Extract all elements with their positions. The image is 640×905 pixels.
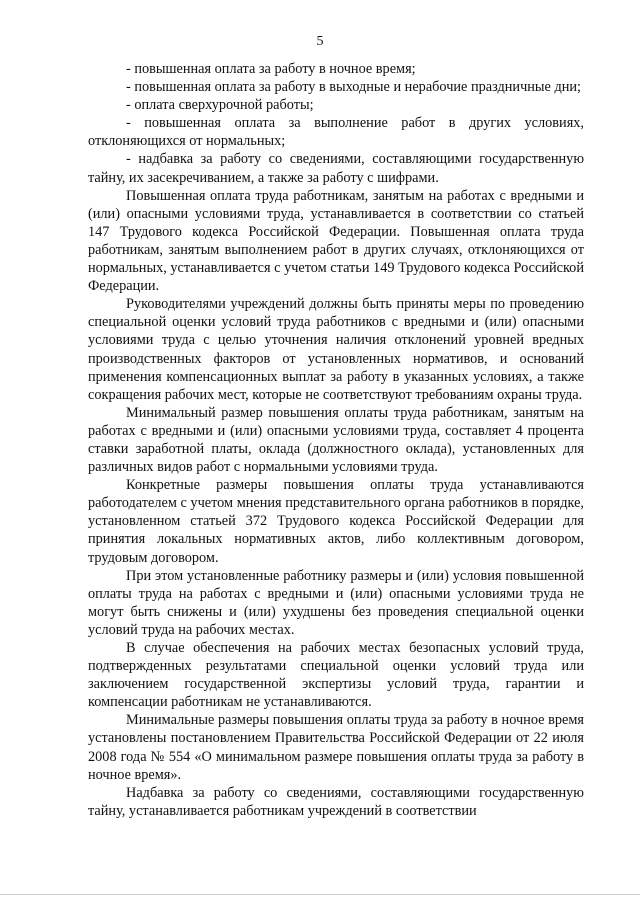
page-number: 5 xyxy=(316,34,324,49)
list-item: - повышенная оплата за работу в выходные и нерабочие праздничные дни; xyxy=(126,79,582,96)
list-item: - оплата сверхурочной работы; xyxy=(126,97,314,114)
list-item: - надбавка за работу со сведениями, составляющими государственную тайну, их засекречиванием, а также за работу с шифрами. xyxy=(88,151,584,186)
paragraph: Повышенная оплата труда работникам, занятым на работах с вредными и (или) опасными условиями труда, устанавливается в соответствии со статьей 147 Трудового кодекса Российской Федерации. Повышенная оплата труда работникам, занятым выполнением работ в других случаях, отклоняющихся от нормальных, устанавливается с учетом статьи 149 Трудового кодекса Российской Федерации. xyxy=(88,187,584,295)
scan-edge-line xyxy=(0,894,640,895)
paragraph: Руководителями учреждений должны быть приняты меры по проведению специальной оценки условий труда работников с вредными и (или) опасными условиями труда с целью уточнения наличия отклонений уровней вредных производственных факторов от установленных нормативов, и оснований применения компенсационных выплат за работу в указанных условиях, а также сокращения рабочих мест, которые не соответствуют требованиям охраны труда. xyxy=(88,296,584,403)
paragraph: В случае обеспечения на рабочих местах безопасных условий труда, подтвержденных результатами специальной оценки условий труда или заключением государственной экспертизы условий труда, гарантии и компенсации работникам не устанавливаются. xyxy=(88,640,584,711)
list-item: - повышенная оплата за выполнение работ в других условиях, отклоняющихся от нормальных; xyxy=(88,115,584,150)
list-item: - повышенная оплата за работу в ночное время; xyxy=(126,61,416,77)
paragraph-continued: Надбавка за работу со сведениями, составляющими государственную тайну, устанавливается работникам учреждений в соответствии xyxy=(88,784,584,819)
paragraph: Минимальный размер повышения оплаты труда работникам, занятым на работах с вредными и (или) опасными условиями труда, составляет 4 процента ставки заработной платы, оклада (должностного оклада), установленных для различных видов работ с нормальными условиями труда. xyxy=(88,404,584,476)
paragraph: Конкретные размеры повышения оплаты труда устанавливаются работодателем с учетом мнения представительного органа работников в порядке, установленном статьей 372 Трудового кодекса Российской Федерации для принятия локальных нормативных актов, либо коллективным договором, трудовым договором. xyxy=(88,477,584,566)
paragraph: Минимальные размеры повышения оплаты труда за работу в ночное время установлены постановлением Правительства Российской Федерации от 22 июля 2008 года № 554 «О минимальном размере повышения оплаты труда за работу в ночное время». xyxy=(88,712,584,783)
paragraph: При этом установленные работнику размеры и (или) условия повышенной оплаты труда на работах с вредными и (или) опасными условиями труда не могут быть снижены и (или) ухудшены без проведения специальной оценки условий труда на рабочих местах. xyxy=(88,567,584,638)
document-body xyxy=(88,60,584,820)
